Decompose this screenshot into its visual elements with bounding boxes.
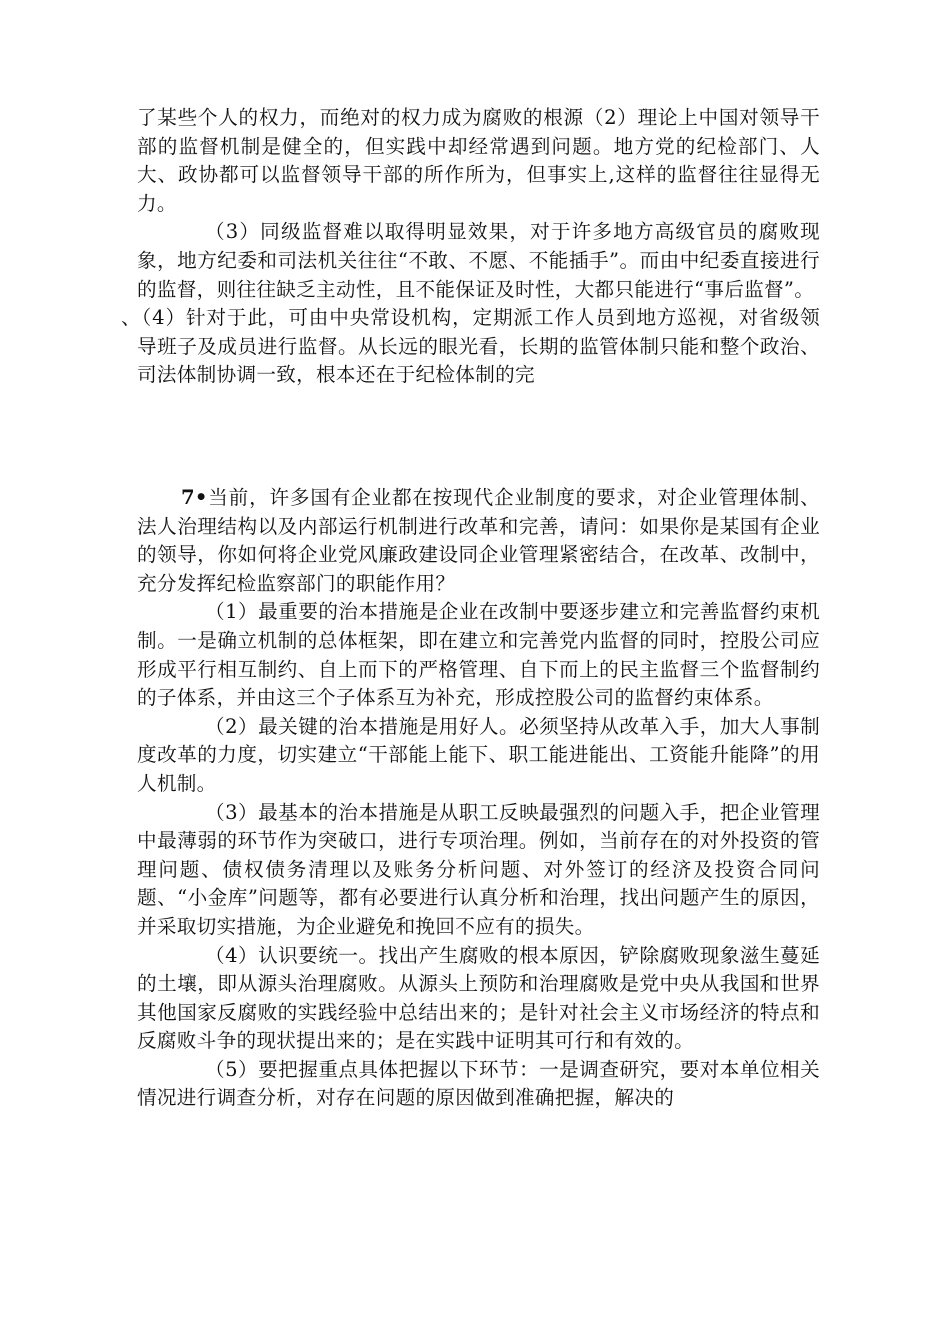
question-7 — [137, 484, 820, 598]
section-continued — [121, 104, 820, 390]
answer-point-5: （5）要把握重点具体把握以下环节：一是调查研究，要对本单位相关情况进行调查分析，对存在问题的原因做到准确把握，解决的 — [137, 1057, 820, 1110]
answer-point-2: （2）最关键的治本措施是用好人。必须坚持从改革入手，加大人事制度改革的力度，切实建立“干部能上能下、职工能进能出、工资能升能降”的用人机制。 — [137, 714, 820, 795]
paragraph-point-4 — [121, 304, 820, 390]
question-text: 当前，许多国有企业都在按现代企业制度的要求，对企业管理体制、法人治理结构以及内部运行机制进行改革和完善，请问：如果你是某国有企业的领导，你如何将企业党风廉政建设同企业管理紧密结合，在改革、改制中，充分发挥纪检监察部门的职能作用？ — [137, 486, 820, 595]
paragraph-lead-mark: 、 — [121, 306, 142, 330]
paragraph-continued-2: 了某些个人的权力，而绝对的权力成为腐败的根源（2）理论上中国对领导干部的监督机制是健全的，但实践中却经常遇到问题。地方党的纪检部门、人大、政协都可以监督领导干部的所作所为，但事实上,这样的监督往往显得无力。 — [137, 106, 820, 215]
question-7-block — [137, 484, 820, 1113]
answer-point-1: （1）最重要的治本措施是企业在改制中要逐步建立和完善监督约束机制。一是确立机制的总体框架，即在建立和完善党内监督的同时，控股公司应形成平行相互制约、自上而下的严格管理、自下而上的民主监督三个监督制约的子体系，并由这三个子体系互为补充，形成控股公司的监督约束体系。 — [137, 600, 820, 710]
paragraph-point-4-text: （4）针对于此，可由中央常设机构，定期派工作人员到地方巡视，对省级领导班子及成员进行监督。从长远的眼光看，长期的监管体制只能和整个政治、司法体制协调一致，根本还在于纪检体制的完 — [137, 306, 820, 387]
question-number: 7• — [181, 486, 208, 509]
paragraph-point-3: （3）同级监督难以取得明显效果，对于许多地方高级官员的腐败现象，地方纪委和司法机关往往“不敢、不愿、不能插手”。而由中纪委直接进行的监督，则往往缺乏主动性，且不能保证及时性，大都只能进行“事后监督”。 — [137, 220, 820, 301]
answer-point-3: （3）最基本的治本措施是从职工反映最强烈的问题入手，把企业管理中最薄弱的环节作为突破口，进行专项治理。例如，当前存在的对外投资的管理问题、债权债务清理以及账务分析问题、对外签订的经济及投资合同问题、“小金库”问题等，都有必要进行认真分析和治理，找出问题产生的原因，并采取切实措施，为企业避免和挽回不应有的损失。 — [137, 800, 820, 938]
answer-point-4: （4）认识要统一。找出产生腐败的根本原因，铲除腐败现象滋生蔓延的土壤，即从源头治理腐败。从源头上预防和治理腐败是党中央从我国和世界其他国家反腐败的实践经验中总结出来的；是针对社会主义市场经济的特点和反腐败斗争的现状提出来的；是在实践中证明其可行和有效的。 — [137, 943, 820, 1053]
